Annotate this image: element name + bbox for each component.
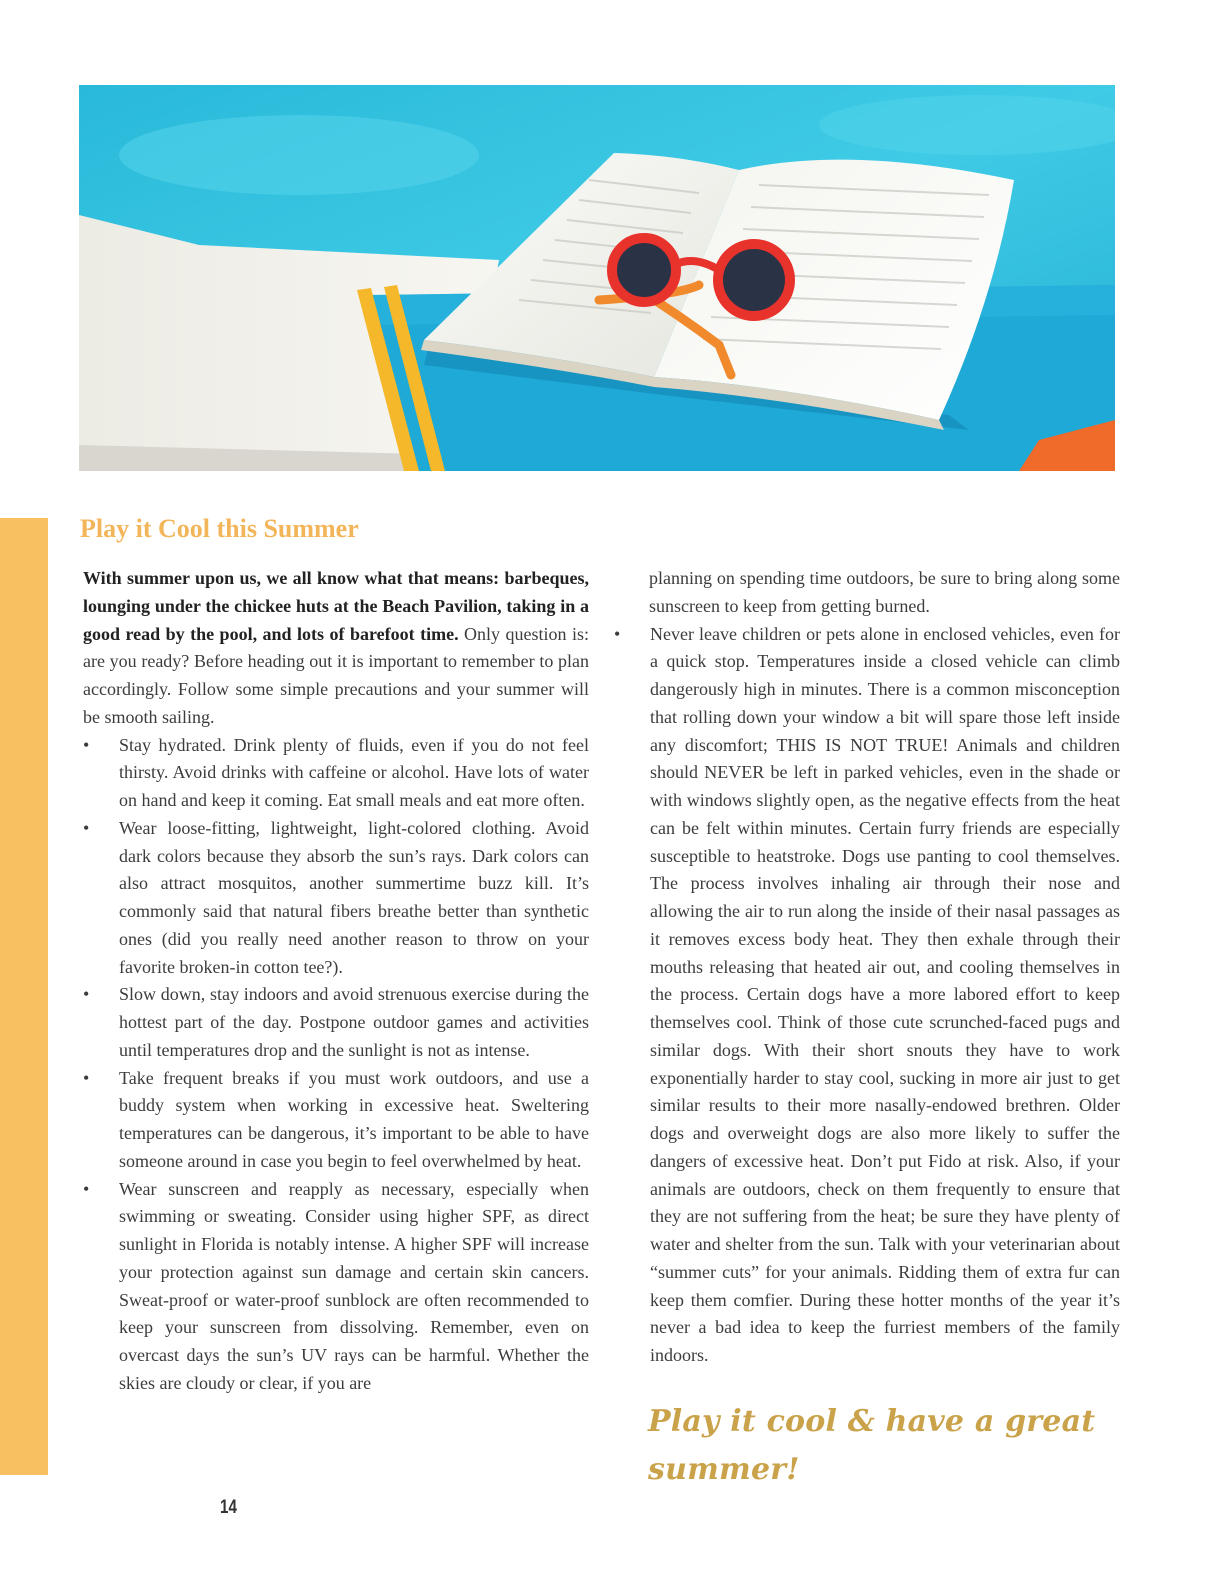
intro-paragraph — [83, 565, 589, 732]
article-title: Play it Cool this Summer — [80, 514, 359, 543]
bullet-icon: • — [83, 1178, 90, 1199]
right-column — [614, 565, 1120, 1370]
tips-list-continued — [614, 621, 1120, 1370]
page-number: 14 — [220, 1497, 237, 1518]
list-item: • Stay hydrated. Drink plenty of fluids, even if you do not feel thirsty. Avoid drinks with caffeine or alcohol. Have lots of water on hand and keep it coming. Eat small meals and eat more often. — [83, 732, 589, 815]
list-item: • Take frequent breaks if you must work outdoors, and use a buddy system when working in excessive heat. Sweltering temperatures can be dangerous, it’s important to be able to have someone around in case you begin to feel overwhelmed by heat. — [83, 1065, 589, 1176]
list-item: • Wear sunscreen and reapply as necessary, especially when swimming or sweating. Consider using higher SPF, as direct sunlight in Florida is notably intense. A higher SPF will increase your protection against sun damage and certain skin cancers. Sweat-proof or water-proof sunblock are often recommended to keep your sunscreen from dissolving. Remember, even on overcast days the sun’s UV rays can be harmful. Whether the skies are cloudy or clear, if you are — [83, 1176, 589, 1398]
intro-bold: With summer upon us, we all know what that means: barbeques, lounging under the chickee huts at the Beach Pavilion, taking in a good read by the pool, and lots of barefoot time. — [83, 568, 589, 644]
hero-illustration — [79, 85, 1115, 471]
bullet-icon: • — [83, 1067, 90, 1088]
intro-text: Only question is: are you ready? Before heading out it is important to remember to plan accordingly. Follow some simple precautions and your summer will be smooth sailing. — [83, 623, 589, 727]
bullet-icon: • — [83, 734, 90, 755]
bullet-icon: • — [83, 984, 90, 1005]
list-item: • Wear loose-fitting, lightweight, light-colored clothing. Avoid dark colors because they absorb the sun’s rays. Dark colors can also attract mosquitos, another summertime buzz kill. It’s commonly said that natural fibers breathe better than synthetic ones (did you really need another reason to throw on your favorite broken-in cotton tee?). — [83, 815, 589, 982]
bullet-icon: • — [614, 623, 621, 644]
list-item: • Slow down, stay indoors and avoid strenuous exercise during the hottest part of the day. Postpone outdoor games and activities until temperatures drop and the sunlight is not as intense. — [83, 981, 589, 1064]
tips-list — [83, 732, 589, 1398]
bullet-icon: • — [83, 817, 90, 838]
left-column — [83, 565, 589, 1398]
continuation-text: planning on spending time outdoors, be sure to bring along some sunscreen to keep from getting burned. — [649, 568, 1120, 616]
hero-photo-book-sunglasses-pool — [79, 85, 1115, 471]
accent-side-bar — [0, 518, 48, 1475]
list-item: • Never leave children or pets alone in enclosed vehicles, even for a quick stop. Temperatures inside a closed vehicle can climb dangerously high in minutes. There is a common misconception that rolling down your window a bit will spare those left inside any discomfort; THIS IS NOT TRUE! Animals and children should NEVER be left in parked vehicles, even in the shade or with windows slightly open, as the negative effects from the heat can be felt within minutes. Certain furry friends are especially susceptible to heatstroke. Dogs use panting to cool themselves. The process involves inhaling air through their nose and allowing the air to run along the inside of their nasal passages as it removes excess body heat. They then exhale through their mouths releasing that heated air out, and cooling themselves in the process. Certain dogs have a more labored effort to keep themselves cool. Think of those cute scrunched-faced pugs and similar dogs. With their short snouts they have to work exponentially harder to stay cool, sucking in more air just to get similar results to their more nasally-endowed brethren. Older dogs and overweight dogs are also more likely to suffer the dangers of excessive heat. Don’t put Fido at risk. Also, if your animals are outdoors, check on them frequently to ensure that they are not suffering from the heat; be sure they have plenty of water and shelter from the sun. Talk with your veterinarian about “summer cuts” for your animals. Ridding them of extra fur can keep them comfier. During these hotter months of the year it’s never a bad idea to keep the furriest members of the family indoors. — [614, 621, 1120, 1370]
closing-slogan: Play it cool & have a great summer! — [648, 1404, 1096, 1487]
